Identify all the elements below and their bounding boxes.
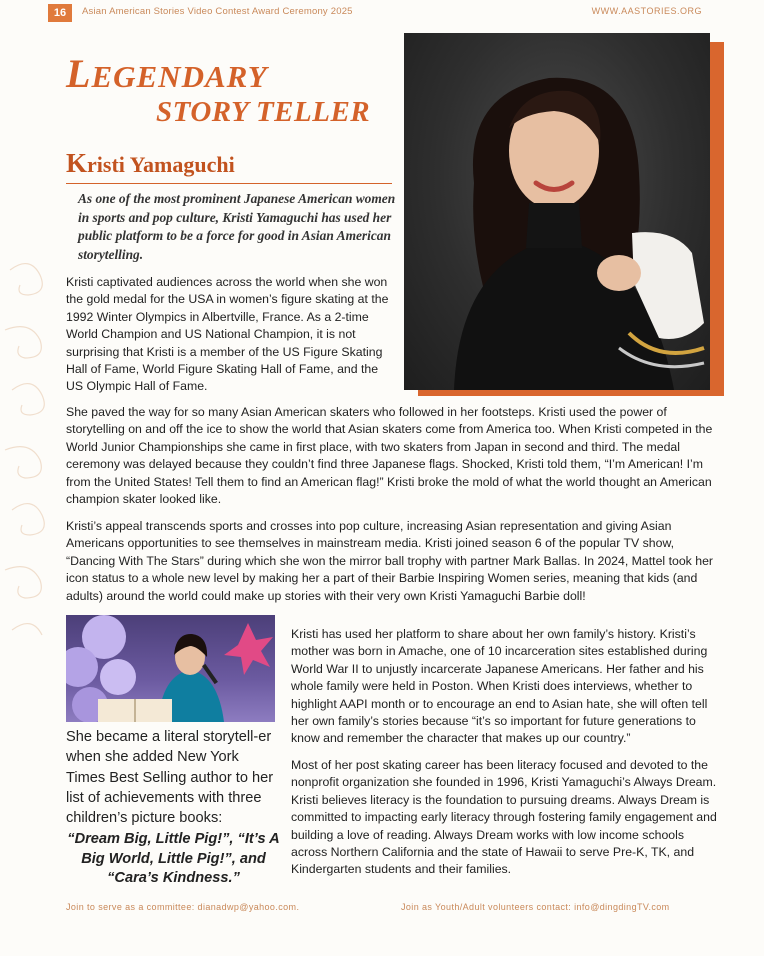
paragraph-2: She paved the way for so many Asian American skaters who followed in her footsteps. Kristi used the power of storytelling on and off the ice to show the world that Asian skaters come from America too. When Kristi competed in the World Junior Championships she came in first place, with two skaters from Japan in second and third. The medal ceremony was delayed because they couldn’t find three Japanese flags. Shocked, Kristi told them, “I’m American! I’m from the United States! Tell them to find an American flag!” Kristi broke the mold of what the world thought an American champion skater looked like.	[66, 405, 713, 507]
book-titles-quote: “Dream Big, Little Pig!”, “It’s A Big World, Little Pig!”, and “Cara’s Kindness.”	[67, 831, 280, 886]
footer-committee-contact[interactable]: Join to serve as a committee: dianadwp@yahoo.com.	[66, 902, 300, 912]
paragraph-3: Kristi’s appeal transcends sports and crosses into pop culture, increasing Asian representation and giving Asian Americans opportunities to see themselves in mainstream media. Kristi joined season 6 of the popular TV show, “Dancing With The Stars” during which she won the mirror ball trophy with partner Mark Ballas. In 2024, Mattel took her icon status to a whole new level by making her a part of their Barbie Inspiring Women series, meaning that kids (and adults) around the world could make up stories with their very own Kristi Yamaguchi Barbie doll!	[66, 519, 714, 603]
name-drop-cap: K	[66, 148, 88, 178]
paragraph-1: Kristi captivated audiences across the world when she won the gold medal for the USA in women’s figure skating at the 1992 Winter Olympics in Albertville, France. As a 2-time World Champion and US National Champion, it is not surprising that Kristi is a member of the US Figure Skating Hall of Fame, World Figure Skating Hall of Fame, and the US Olympic Hall of Fame.	[66, 275, 389, 394]
hero-portrait-photo	[404, 33, 710, 390]
paragraph-4: Kristi has used her platform to share about her own family’s history. Kristi’s mother was born in Amache, one of 10 incarceration sites established during World War II to unjustly incarcerate Japanese Americans. Her father and his whole family were held in Poston. When Kristi does interviews, whether to highlight AAPI month or to encourage an end to Asian hate, she will often tell her own family’s stories because “it’s so important for future generations to know and remember the character that makes up our country.”	[291, 627, 708, 746]
name-text: risti Yamaguchi	[87, 152, 235, 177]
swirl-pattern-decoration	[0, 250, 60, 650]
page-number: 16	[48, 4, 72, 22]
header-title: Asian American Stories Video Contest Award Ceremony 2025	[82, 6, 353, 17]
article-title-line1	[66, 50, 268, 97]
title-line1-text: EGENDARY	[91, 59, 268, 94]
footer-volunteer-contact[interactable]: Join as Youth/Adult volunteers contact: info@dingdingTV.com	[401, 902, 670, 912]
book-caption: She became a literal storytell-er when she added New York Times Best Selling author to her list of achievements with three children’s picture books:	[66, 729, 274, 827]
lead-paragraph: As one of the most prominent Japanese American women in sports and pop culture, Kristi Yamaguchi has used her public platform to be a force for good in Asian American storytelling.	[78, 191, 396, 262]
header-url[interactable]: WWW.AASTORIES.ORG	[591, 6, 702, 16]
portrait-illustration	[404, 33, 710, 390]
article-title-line2: STORY TELLER	[156, 96, 371, 128]
paragraph-5: Most of her post skating career has been literacy focused and devoted to the nonprofit organization she founded in 1996, Kristi Yamaguchi’s Always Dream. Kristi believes literacy is the foundation to pursuing dreams. Always Dream is committed to impacting early literacy through fostering family engagement and building a love of reading. Always Dream works with low income schools across Northern California and the state of Hawaii to serve Pre-K, TK, and Kindergarten students and their families.	[291, 758, 717, 877]
title-drop-cap: L	[66, 51, 92, 96]
event-photo	[66, 615, 275, 722]
event-illustration	[66, 615, 275, 722]
subject-name	[66, 148, 392, 184]
